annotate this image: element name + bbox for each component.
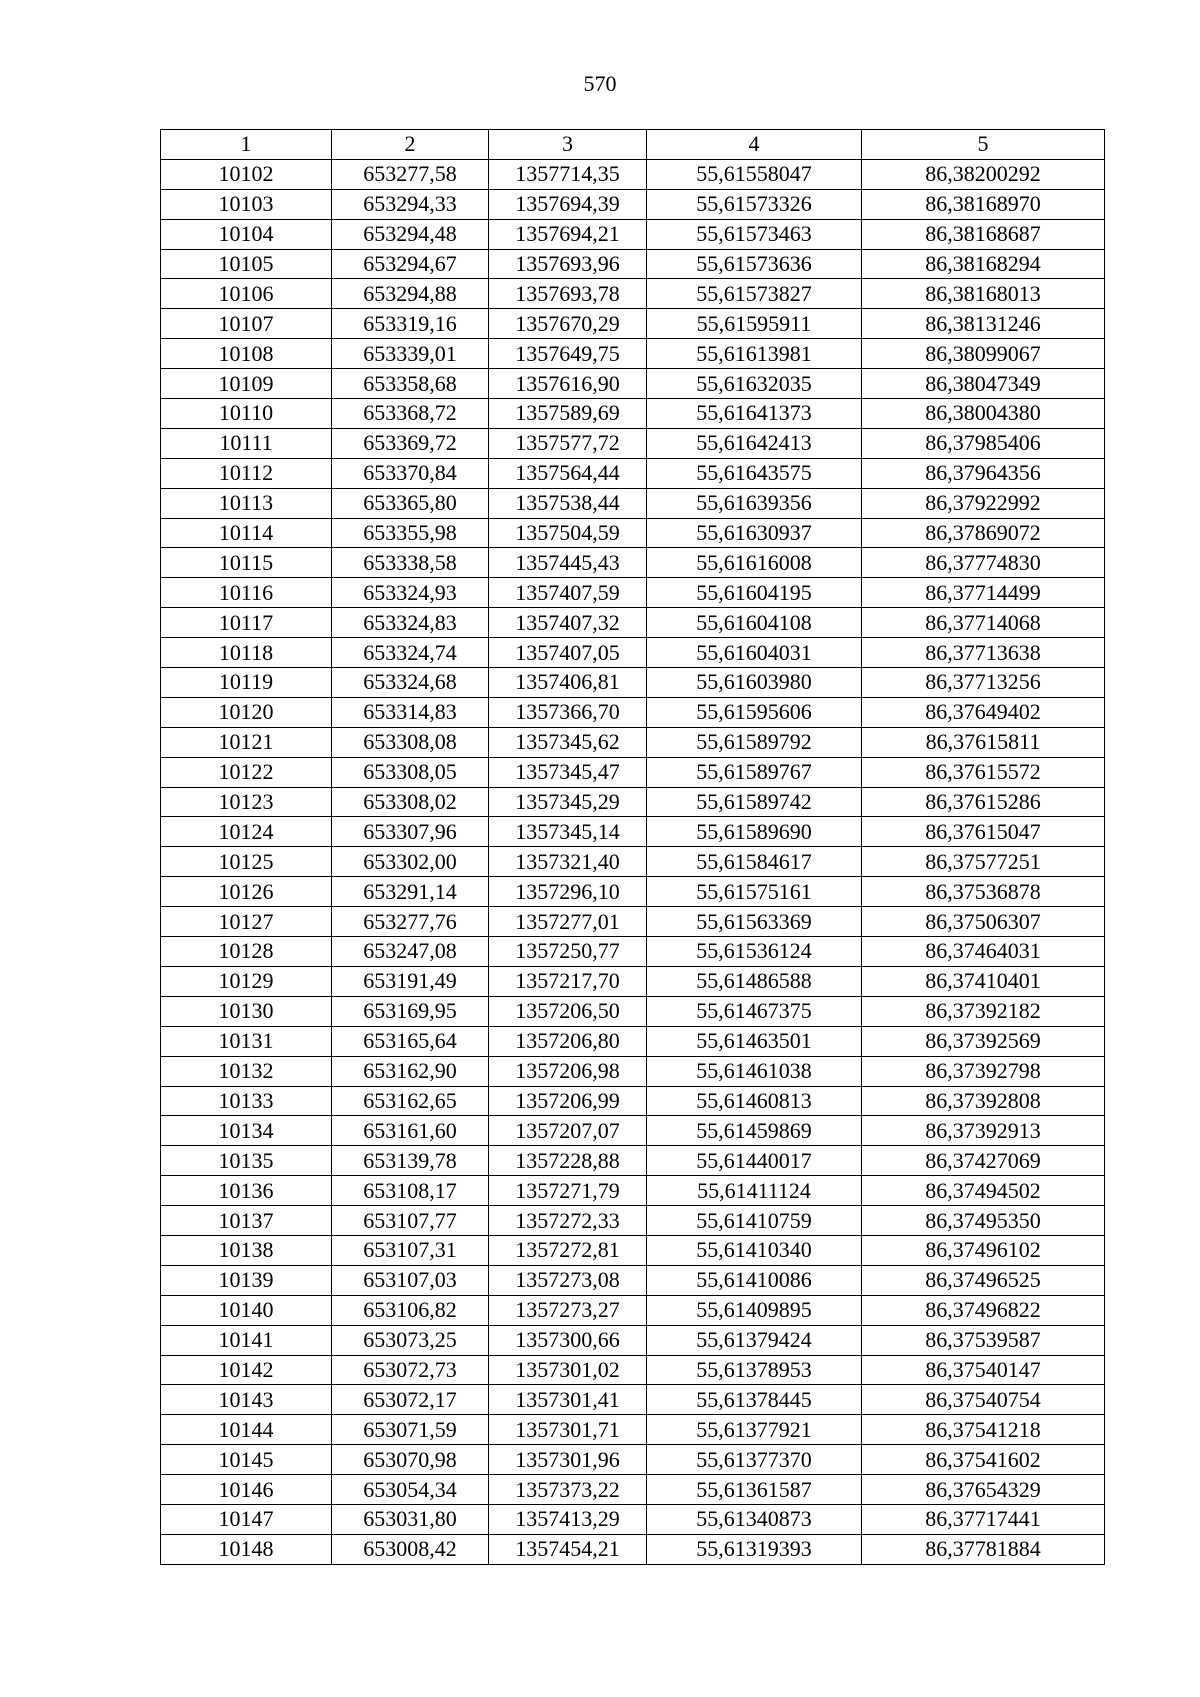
table-cell: 86,37541218: [862, 1415, 1105, 1445]
table-row: [161, 937, 1105, 967]
table-cell: 10146: [161, 1475, 332, 1505]
table-cell: 1357272,33: [489, 1206, 647, 1236]
table-cell: 1357271,79: [489, 1176, 647, 1206]
table-cell: 1357301,71: [489, 1415, 647, 1445]
table-cell: 653294,48: [332, 219, 489, 249]
table-cell: 55,61639356: [647, 488, 862, 518]
table-cell: 1357345,14: [489, 817, 647, 847]
table-cell: 86,38131246: [862, 309, 1105, 339]
table-cell: 86,37985406: [862, 428, 1105, 458]
table-cell: 55,61595606: [647, 697, 862, 727]
table-cell: 653291,14: [332, 877, 489, 907]
table-row: [161, 1086, 1105, 1116]
table-cell: 55,61410086: [647, 1265, 862, 1295]
table-row: [161, 817, 1105, 847]
table-cell: 1357407,32: [489, 608, 647, 638]
table-cell: 55,61459869: [647, 1116, 862, 1146]
table-cell: 653369,72: [332, 428, 489, 458]
table-cell: 653314,83: [332, 697, 489, 727]
table-cell: 653106,82: [332, 1295, 489, 1325]
table-cell: 10120: [161, 697, 332, 727]
table-cell: 55,61377370: [647, 1445, 862, 1475]
table-cell: 10139: [161, 1265, 332, 1295]
table-cell: 653368,72: [332, 399, 489, 429]
table-cell: 86,38168294: [862, 249, 1105, 279]
table-cell: 1357693,78: [489, 279, 647, 309]
table-cell: 55,61440017: [647, 1146, 862, 1176]
table-cell: 55,61379424: [647, 1325, 862, 1355]
table-cell: 1357206,98: [489, 1056, 647, 1086]
table-row: [161, 1475, 1105, 1505]
table-cell: 10141: [161, 1325, 332, 1355]
column-header: 4: [647, 130, 862, 160]
table-cell: 55,61378445: [647, 1385, 862, 1415]
table-cell: 10142: [161, 1355, 332, 1385]
table-row: [161, 309, 1105, 339]
table-cell: 10138: [161, 1235, 332, 1265]
table-cell: 10106: [161, 279, 332, 309]
column-header: 1: [161, 130, 332, 160]
table-cell: 1357273,27: [489, 1295, 647, 1325]
table-cell: 10132: [161, 1056, 332, 1086]
column-header: 2: [332, 130, 489, 160]
table-cell: 86,37869072: [862, 518, 1105, 548]
table-cell: 653294,67: [332, 249, 489, 279]
table-row: [161, 159, 1105, 189]
table-cell: 55,61563369: [647, 907, 862, 937]
table-cell: 10134: [161, 1116, 332, 1146]
table-cell: 10102: [161, 159, 332, 189]
table-cell: 86,37541602: [862, 1445, 1105, 1475]
table-cell: 10115: [161, 548, 332, 578]
table-cell: 653324,93: [332, 578, 489, 608]
table-row: [161, 966, 1105, 996]
table-cell: 1357538,44: [489, 488, 647, 518]
table-row: [161, 1445, 1105, 1475]
table-cell: 1357616,90: [489, 369, 647, 399]
coordinates-table: [160, 129, 1105, 1565]
table-row: [161, 1415, 1105, 1445]
table-cell: 653324,83: [332, 608, 489, 638]
table-row: [161, 1534, 1105, 1564]
table-cell: 10122: [161, 757, 332, 787]
table-cell: 55,61460813: [647, 1086, 862, 1116]
table-cell: 55,61463501: [647, 1026, 862, 1056]
table-cell: 86,38004380: [862, 399, 1105, 429]
table-cell: 55,61361587: [647, 1475, 862, 1505]
table-cell: 1357649,75: [489, 339, 647, 369]
table-cell: 10147: [161, 1504, 332, 1534]
column-header: 3: [489, 130, 647, 160]
table-row: [161, 1146, 1105, 1176]
table-row: [161, 548, 1105, 578]
table-cell: 1357300,66: [489, 1325, 647, 1355]
table-cell: 10109: [161, 369, 332, 399]
table-cell: 1357454,21: [489, 1534, 647, 1564]
table-cell: 10137: [161, 1206, 332, 1236]
table-cell: 10125: [161, 847, 332, 877]
table-cell: 86,37649402: [862, 697, 1105, 727]
table-cell: 55,61642413: [647, 428, 862, 458]
table-row: [161, 1176, 1105, 1206]
table-cell: 86,38099067: [862, 339, 1105, 369]
table-row: [161, 518, 1105, 548]
table-cell: 1357694,21: [489, 219, 647, 249]
table-cell: 55,61409895: [647, 1295, 862, 1325]
table-cell: 653308,05: [332, 757, 489, 787]
table-cell: 55,61632035: [647, 369, 862, 399]
table-cell: 1357670,29: [489, 309, 647, 339]
table-cell: 1357277,01: [489, 907, 647, 937]
table-row: [161, 1026, 1105, 1056]
table-cell: 86,37506307: [862, 907, 1105, 937]
table-cell: 653107,77: [332, 1206, 489, 1236]
table-cell: 10104: [161, 219, 332, 249]
table-cell: 55,61536124: [647, 937, 862, 967]
table-cell: 55,61589742: [647, 787, 862, 817]
table-row: [161, 578, 1105, 608]
table-cell: 55,61589767: [647, 757, 862, 787]
table-cell: 1357301,96: [489, 1445, 647, 1475]
table-cell: 86,37496822: [862, 1295, 1105, 1325]
table-cell: 86,37922992: [862, 488, 1105, 518]
table-cell: 10148: [161, 1534, 332, 1564]
table-cell: 653247,08: [332, 937, 489, 967]
table-cell: 653370,84: [332, 458, 489, 488]
table-row: [161, 369, 1105, 399]
table-cell: 86,37654329: [862, 1475, 1105, 1505]
table-cell: 10103: [161, 189, 332, 219]
table-row: [161, 1116, 1105, 1146]
table-cell: 55,61604195: [647, 578, 862, 608]
table-cell: 86,37714499: [862, 578, 1105, 608]
table-row: [161, 1504, 1105, 1534]
table-cell: 1357206,99: [489, 1086, 647, 1116]
table-cell: 86,37410401: [862, 966, 1105, 996]
table-cell: 1357206,80: [489, 1026, 647, 1056]
table-cell: 55,61603980: [647, 668, 862, 698]
table-cell: 10133: [161, 1086, 332, 1116]
table-cell: 86,37536878: [862, 877, 1105, 907]
table-cell: 1357345,29: [489, 787, 647, 817]
table-cell: 10128: [161, 937, 332, 967]
table-cell: 653191,49: [332, 966, 489, 996]
table-row: [161, 1206, 1105, 1236]
table-cell: 55,61340873: [647, 1504, 862, 1534]
table-cell: 653324,68: [332, 668, 489, 698]
table-cell: 1357445,43: [489, 548, 647, 578]
table-cell: 10114: [161, 518, 332, 548]
table-cell: 653008,42: [332, 1534, 489, 1564]
table-cell: 653162,90: [332, 1056, 489, 1086]
table-cell: 10145: [161, 1445, 332, 1475]
table-row: [161, 1385, 1105, 1415]
table-cell: 653308,02: [332, 787, 489, 817]
table-cell: 653071,59: [332, 1415, 489, 1445]
table-cell: 55,61584617: [647, 847, 862, 877]
table-cell: 86,37540147: [862, 1355, 1105, 1385]
table-cell: 653107,03: [332, 1265, 489, 1295]
table-row: [161, 757, 1105, 787]
table-cell: 55,61411124: [647, 1176, 862, 1206]
table-cell: 1357366,70: [489, 697, 647, 727]
table-cell: 55,61589792: [647, 727, 862, 757]
table-cell: 86,37392569: [862, 1026, 1105, 1056]
table-cell: 1357589,69: [489, 399, 647, 429]
table-cell: 10127: [161, 907, 332, 937]
table-cell: 653294,88: [332, 279, 489, 309]
table-cell: 1357373,22: [489, 1475, 647, 1505]
table-row: [161, 279, 1105, 309]
table-cell: 653338,58: [332, 548, 489, 578]
table-cell: 1357301,41: [489, 1385, 647, 1415]
table-cell: 1357413,29: [489, 1504, 647, 1534]
table-cell: 86,37615572: [862, 757, 1105, 787]
table-cell: 653169,95: [332, 996, 489, 1026]
table-cell: 653294,33: [332, 189, 489, 219]
table-cell: 55,61467375: [647, 996, 862, 1026]
table-cell: 653031,80: [332, 1504, 489, 1534]
table-cell: 86,38200292: [862, 159, 1105, 189]
table-cell: 653054,34: [332, 1475, 489, 1505]
page-number: 570: [583, 71, 617, 96]
table-cell: 86,37615047: [862, 817, 1105, 847]
table-cell: 653324,74: [332, 638, 489, 668]
table-cell: 86,37392913: [862, 1116, 1105, 1146]
table-cell: 86,37464031: [862, 937, 1105, 967]
table-cell: 653161,60: [332, 1116, 489, 1146]
table-cell: 86,37496102: [862, 1235, 1105, 1265]
table-cell: 1357693,96: [489, 249, 647, 279]
table-cell: 653339,01: [332, 339, 489, 369]
table-row: [161, 249, 1105, 279]
table-cell: 1357250,77: [489, 937, 647, 967]
table-cell: 55,61486588: [647, 966, 862, 996]
table-cell: 10116: [161, 578, 332, 608]
table-cell: 1357206,50: [489, 996, 647, 1026]
table-cell: 86,37781884: [862, 1534, 1105, 1564]
column-header: 5: [862, 130, 1105, 160]
table-cell: 55,61595911: [647, 309, 862, 339]
table-cell: 1357407,05: [489, 638, 647, 668]
table-cell: 86,37615811: [862, 727, 1105, 757]
table-row: [161, 1355, 1105, 1385]
table-cell: 10129: [161, 966, 332, 996]
table-cell: 55,61410340: [647, 1235, 862, 1265]
table-cell: 55,61573636: [647, 249, 862, 279]
table-cell: 55,61613981: [647, 339, 862, 369]
table-cell: 86,38168687: [862, 219, 1105, 249]
table-row: [161, 1235, 1105, 1265]
table-cell: 55,61573463: [647, 219, 862, 249]
table-cell: 86,37717441: [862, 1504, 1105, 1534]
table-cell: 1357207,07: [489, 1116, 647, 1146]
table-cell: 55,61641373: [647, 399, 862, 429]
table-cell: 10121: [161, 727, 332, 757]
table-cell: 86,38168970: [862, 189, 1105, 219]
table-cell: 653162,65: [332, 1086, 489, 1116]
table-cell: 653308,08: [332, 727, 489, 757]
table-cell: 653139,78: [332, 1146, 489, 1176]
table-cell: 653108,17: [332, 1176, 489, 1206]
table-cell: 653358,68: [332, 369, 489, 399]
table-row: [161, 847, 1105, 877]
table-cell: 86,37615286: [862, 787, 1105, 817]
table-row: [161, 638, 1105, 668]
table-cell: 86,37495350: [862, 1206, 1105, 1236]
table-cell: 1357407,59: [489, 578, 647, 608]
table-row: [161, 996, 1105, 1026]
table-cell: 86,37577251: [862, 847, 1105, 877]
table-row: [161, 907, 1105, 937]
table-cell: 86,37540754: [862, 1385, 1105, 1415]
table-cell: 1357345,47: [489, 757, 647, 787]
table-header-row: [161, 130, 1105, 160]
table-cell: 10131: [161, 1026, 332, 1056]
table-row: [161, 428, 1105, 458]
table-cell: 86,37714068: [862, 608, 1105, 638]
table-cell: 86,37713256: [862, 668, 1105, 698]
table-row: [161, 488, 1105, 518]
table-cell: 1357564,44: [489, 458, 647, 488]
table-cell: 1357714,35: [489, 159, 647, 189]
table-cell: 10136: [161, 1176, 332, 1206]
table-cell: 10144: [161, 1415, 332, 1445]
table-cell: 10140: [161, 1295, 332, 1325]
table-cell: 1357217,70: [489, 966, 647, 996]
table-cell: 1357694,39: [489, 189, 647, 219]
table-row: [161, 697, 1105, 727]
table-cell: 55,61558047: [647, 159, 862, 189]
table-cell: 10124: [161, 817, 332, 847]
table-body: [161, 159, 1105, 1564]
table-cell: 55,61604108: [647, 608, 862, 638]
table-row: [161, 608, 1105, 638]
table-cell: 10112: [161, 458, 332, 488]
table-cell: 653365,80: [332, 488, 489, 518]
table-cell: 86,37494502: [862, 1176, 1105, 1206]
table-row: [161, 219, 1105, 249]
table-cell: 86,37392808: [862, 1086, 1105, 1116]
table-cell: 55,61589690: [647, 817, 862, 847]
table-row: [161, 458, 1105, 488]
table-cell: 86,37713638: [862, 638, 1105, 668]
table-row: [161, 668, 1105, 698]
table-cell: 653070,98: [332, 1445, 489, 1475]
table-row: [161, 727, 1105, 757]
table-cell: 10118: [161, 638, 332, 668]
table-cell: 55,61410759: [647, 1206, 862, 1236]
table-row: [161, 399, 1105, 429]
table-row: [161, 787, 1105, 817]
table-cell: 55,61575161: [647, 877, 862, 907]
table-cell: 55,61573326: [647, 189, 862, 219]
table-cell: 10117: [161, 608, 332, 638]
table-cell: 653355,98: [332, 518, 489, 548]
table-cell: 653319,16: [332, 309, 489, 339]
table-cell: 653165,64: [332, 1026, 489, 1056]
table-cell: 10130: [161, 996, 332, 1026]
table-cell: 86,37774830: [862, 548, 1105, 578]
table-cell: 1357301,02: [489, 1355, 647, 1385]
table-cell: 86,37964356: [862, 458, 1105, 488]
table-cell: 653073,25: [332, 1325, 489, 1355]
table-cell: 55,61573827: [647, 279, 862, 309]
table-cell: 86,37392798: [862, 1056, 1105, 1086]
table-cell: 86,37392182: [862, 996, 1105, 1026]
table-cell: 86,38168013: [862, 279, 1105, 309]
table-cell: 1357345,62: [489, 727, 647, 757]
table-cell: 1357577,72: [489, 428, 647, 458]
table-row: [161, 877, 1105, 907]
table-cell: 653307,96: [332, 817, 489, 847]
table-cell: 55,61378953: [647, 1355, 862, 1385]
table-cell: 10111: [161, 428, 332, 458]
table-cell: 1357228,88: [489, 1146, 647, 1176]
table-row: [161, 1325, 1105, 1355]
table-cell: 86,38047349: [862, 369, 1105, 399]
table-cell: 55,61630937: [647, 518, 862, 548]
table-row: [161, 1265, 1105, 1295]
table-cell: 10123: [161, 787, 332, 817]
table-cell: 10107: [161, 309, 332, 339]
table-row: [161, 189, 1105, 219]
table-cell: 55,61461038: [647, 1056, 862, 1086]
table-cell: 86,37539587: [862, 1325, 1105, 1355]
table-cell: 10135: [161, 1146, 332, 1176]
table-cell: 1357406,81: [489, 668, 647, 698]
table-cell: 10119: [161, 668, 332, 698]
table-row: [161, 1056, 1105, 1086]
table-cell: 86,37496525: [862, 1265, 1105, 1295]
table-row: [161, 339, 1105, 369]
table-cell: 1357296,10: [489, 877, 647, 907]
table-cell: 10113: [161, 488, 332, 518]
table-cell: 86,37427069: [862, 1146, 1105, 1176]
table-cell: 653107,31: [332, 1235, 489, 1265]
table-cell: 10126: [161, 877, 332, 907]
table-cell: 653072,73: [332, 1355, 489, 1385]
table-cell: 55,61377921: [647, 1415, 862, 1445]
table-cell: 1357504,59: [489, 518, 647, 548]
table-cell: 653302,00: [332, 847, 489, 877]
table-cell: 10105: [161, 249, 332, 279]
table-cell: 55,61643575: [647, 458, 862, 488]
table-cell: 1357321,40: [489, 847, 647, 877]
table-row: [161, 1295, 1105, 1325]
table-cell: 653072,17: [332, 1385, 489, 1415]
table-cell: 653277,58: [332, 159, 489, 189]
table-cell: 1357273,08: [489, 1265, 647, 1295]
table-cell: 10108: [161, 339, 332, 369]
table-cell: 10110: [161, 399, 332, 429]
table-cell: 653277,76: [332, 907, 489, 937]
table-cell: 55,61604031: [647, 638, 862, 668]
table-cell: 55,61319393: [647, 1534, 862, 1564]
table-cell: 10143: [161, 1385, 332, 1415]
table-cell: 55,61616008: [647, 548, 862, 578]
table-cell: 1357272,81: [489, 1235, 647, 1265]
